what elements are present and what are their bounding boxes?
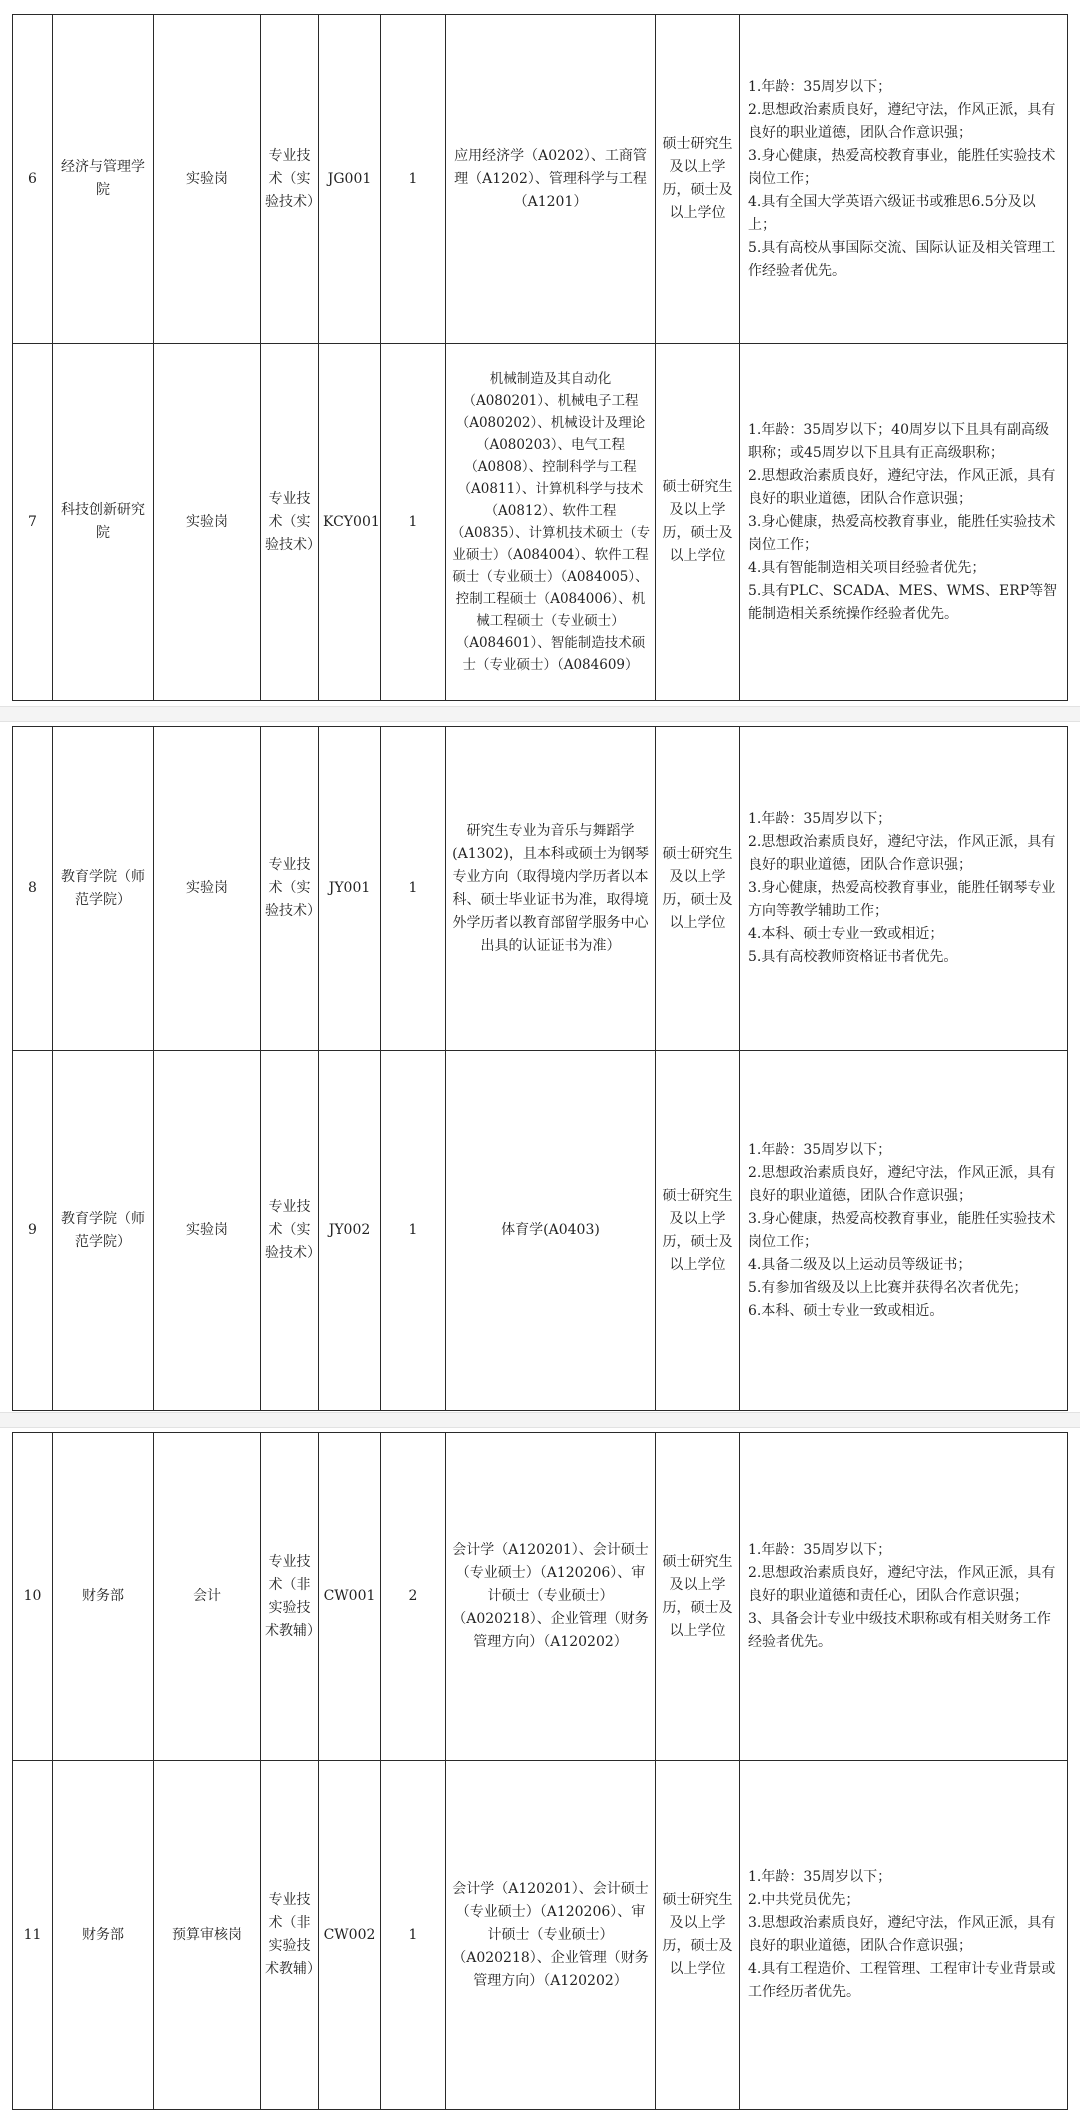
requirement-item: 3、具备会计专业中级技术职称或有相关财务工作经验者优先。 — [748, 1611, 1051, 1650]
major-cell: 会计学（A120201）、会计硕士（专业硕士）（A120206）、审计硕士（专业硕士）（A020218）、企业管理（财务管理方向）（A120202） — [446, 1761, 656, 2110]
row-number: 10 — [13, 1433, 53, 1761]
major-cell: 体育学(A0403) — [446, 1051, 656, 1411]
requirement-item: 1.年龄：35周岁以下； — [748, 1141, 892, 1158]
count-cell: 1 — [381, 727, 446, 1051]
requirement-item: 5.具有高校从事国际交流、国际认证及相关管理工作经验者优先。 — [748, 239, 1056, 279]
requirement-item: 2.思想政治素质良好，遵纪守法，作风正派，具有良好的职业道德，团队合作意识强； — [748, 467, 1056, 507]
requirement-item: 3.身心健康，热爱高校教育事业，能胜任实验技术岗位工作； — [748, 513, 1056, 553]
requirement-item: 5.具有高校教师资格证书者优先。 — [748, 949, 958, 965]
requirement-item: 5.有参加省级及以上比赛并获得名次者优先； — [748, 1279, 1028, 1296]
requirements-cell — [740, 344, 1068, 701]
department-cell: 教育学院（师范学院） — [53, 727, 154, 1051]
requirement-item: 1.年龄：35周岁以下； — [748, 78, 892, 95]
count-cell: 1 — [381, 1051, 446, 1411]
position-cell: 实验岗 — [154, 15, 261, 344]
category-cell: 专业技术（实验技术） — [261, 727, 319, 1051]
requirement-item: 4.具有智能制造相关项目经验者优先； — [748, 559, 986, 576]
recruitment-table-section-3 — [12, 1432, 1068, 2110]
requirements-cell — [740, 1433, 1068, 1761]
requirement-item: 2.思想政治素质良好，遵纪守法，作风正派，具有良好的职业道德和责任心，团队合作意识强； — [748, 1565, 1056, 1604]
major-cell: 机械制造及其自动化（A080201）、机械电子工程（A080202）、机械设计及理论（A080203）、电气工程（A0808）、控制科学与工程（A0811）、计算机科学与技术（A0812）、软件工程（A0835）、计算机技术硕士（专业硕士）（A084004）、软件工程硕士（专业硕士）（A084005）、控制工程硕士（A084006）、机械工程硕士（专业硕士）（A084601）、智能制造技术硕士（专业硕士）（A084609） — [446, 344, 656, 701]
department-cell: 财务部 — [53, 1761, 154, 2110]
count-cell: 2 — [381, 1433, 446, 1761]
requirement-item: 3.身心健康，热爱高校教育事业，能胜任钢琴专业方向等教学辅助工作； — [748, 880, 1056, 919]
education-cell: 硕士研究生及以上学历，硕士及以上学位 — [656, 1761, 740, 2110]
requirement-item: 2.思想政治素质良好，遵纪守法，作风正派，具有良好的职业道德，团队合作意识强； — [748, 1164, 1056, 1204]
education-cell: 硕士研究生及以上学历，硕士及以上学位 — [656, 1433, 740, 1761]
recruitment-table-section-1 — [12, 14, 1068, 701]
count-cell: 1 — [381, 1761, 446, 2110]
requirement-item: 5.具有PLC、SCADA、MES、WMS、ERP等智能制造相关系统操作经验者优先。 — [748, 582, 1058, 622]
recruitment-table-section-2 — [12, 726, 1068, 1411]
code-cell: JY002 — [319, 1051, 381, 1411]
major-cell: 应用经济学（A0202）、工商管理（A1202）、管理科学与工程（A1201） — [446, 15, 656, 344]
requirement-item: 6.本科、硕士专业一致或相近。 — [748, 1302, 944, 1319]
requirement-item: 2.思想政治素质良好，遵纪守法，作风正派，具有良好的职业道德，团队合作意识强； — [748, 834, 1056, 873]
requirement-item: 1.年龄：35周岁以下； — [748, 1869, 892, 1885]
requirement-item: 2.中共党员优先； — [748, 1892, 860, 1908]
major-cell: 研究生专业为音乐与舞蹈学(A1302)，且本科或硕士为钢琴专业方向（取得境内学历者以本科、硕士毕业证书为准，取得境外学历者以教育部留学服务中心出具的认证证书为准） — [446, 727, 656, 1051]
table-row — [13, 727, 1068, 1051]
row-number: 7 — [13, 344, 53, 701]
code-cell: CW002 — [319, 1761, 381, 2110]
requirements-cell — [740, 1051, 1068, 1411]
code-cell: KCY001 — [319, 344, 381, 701]
category-cell: 专业技术（实验技术） — [261, 344, 319, 701]
count-cell: 1 — [381, 344, 446, 701]
department-cell: 科技创新研究院 — [53, 344, 154, 701]
requirement-item: 2.思想政治素质良好，遵纪守法，作风正派，具有良好的职业道德，团队合作意识强； — [748, 101, 1056, 141]
education-cell: 硕士研究生及以上学历，硕士及以上学位 — [656, 344, 740, 701]
category-cell: 专业技术（非实验技术教辅） — [261, 1433, 319, 1761]
education-cell: 硕士研究生及以上学历，硕士及以上学位 — [656, 727, 740, 1051]
table-row — [13, 1051, 1068, 1411]
row-number: 6 — [13, 15, 53, 344]
table-row — [13, 15, 1068, 344]
requirement-item: 3.身心健康，热爱高校教育事业，能胜任实验技术岗位工作； — [748, 1210, 1056, 1250]
requirements-cell — [740, 15, 1068, 344]
education-cell: 硕士研究生及以上学历，硕士及以上学位 — [656, 1051, 740, 1411]
requirement-item: 4.本科、硕士专业一致或相近； — [748, 926, 944, 942]
requirement-item: 1.年龄：35周岁以下； — [748, 1542, 892, 1558]
position-cell: 实验岗 — [154, 1051, 261, 1411]
category-cell: 专业技术（实验技术） — [261, 15, 319, 344]
table-row — [13, 1433, 1068, 1761]
code-cell: JG001 — [319, 15, 381, 344]
category-cell: 专业技术（非实验技术教辅） — [261, 1761, 319, 2110]
page-separator — [0, 706, 1080, 722]
department-cell: 经济与管理学院 — [53, 15, 154, 344]
position-cell: 实验岗 — [154, 344, 261, 701]
requirement-item: 1.年龄：35周岁以下；40周岁以下且具有副高级职称；或45周岁以下且具有正高级职称； — [748, 421, 1049, 461]
table-row — [13, 1761, 1068, 2110]
requirement-item: 4.具备二级及以上运动员等级证书； — [748, 1256, 972, 1273]
category-cell: 专业技术（实验技术） — [261, 1051, 319, 1411]
position-cell: 会计 — [154, 1433, 261, 1761]
count-cell: 1 — [381, 15, 446, 344]
education-cell: 硕士研究生及以上学历，硕士及以上学位 — [656, 15, 740, 344]
position-cell: 预算审核岗 — [154, 1761, 261, 2110]
page-separator — [0, 1412, 1080, 1428]
department-cell: 教育学院（师范学院） — [53, 1051, 154, 1411]
table-row — [13, 344, 1068, 701]
requirements-cell — [740, 727, 1068, 1051]
requirement-item: 3.思想政治素质良好，遵纪守法，作风正派，具有良好的职业道德，团队合作意识强； — [748, 1915, 1056, 1954]
requirement-item: 4.具有全国大学英语六级证书或雅思6.5分及以上； — [748, 193, 1036, 233]
department-cell: 财务部 — [53, 1433, 154, 1761]
requirements-cell — [740, 1761, 1068, 2110]
row-number: 11 — [13, 1761, 53, 2110]
major-cell: 会计学（A120201）、会计硕士（专业硕士）（A120206）、审计硕士（专业硕士）（A020218）、企业管理（财务管理方向）（A120202） — [446, 1433, 656, 1761]
requirement-item: 4.具有工程造价、工程管理、工程审计专业背景或工作经历者优先。 — [748, 1961, 1056, 2000]
code-cell: JY001 — [319, 727, 381, 1051]
row-number: 8 — [13, 727, 53, 1051]
position-cell: 实验岗 — [154, 727, 261, 1051]
requirement-item: 1.年龄：35周岁以下； — [748, 811, 892, 827]
code-cell: CW001 — [319, 1433, 381, 1761]
requirement-item: 3.身心健康，热爱高校教育事业，能胜任实验技术岗位工作； — [748, 147, 1056, 187]
row-number: 9 — [13, 1051, 53, 1411]
